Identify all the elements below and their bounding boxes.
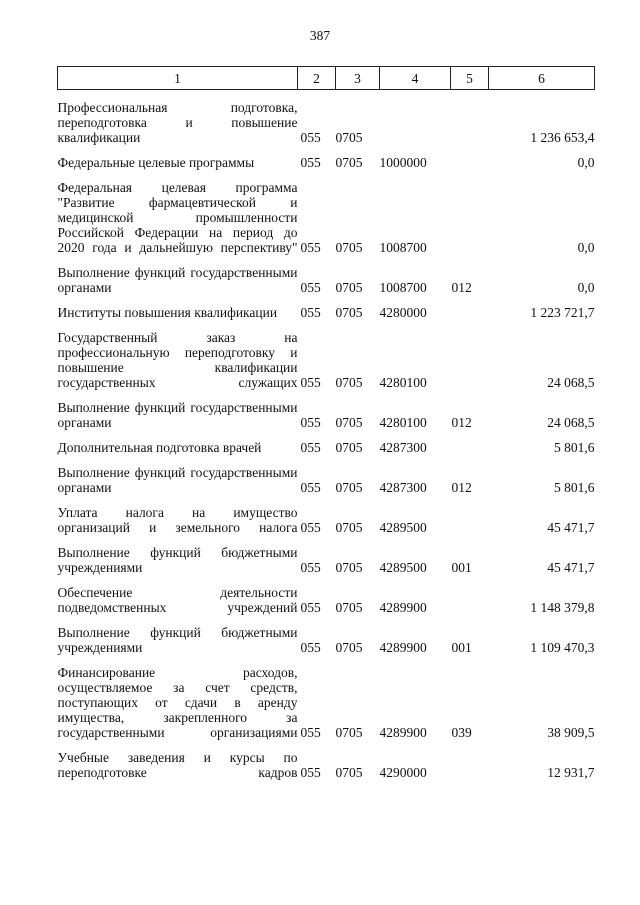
row-name: Федеральная целевая программа "Развитие фармацевтической и медицинской промышленности Российской Федерации на период до 2020 года и дальнейшую перспективу" bbox=[57, 180, 298, 255]
row-name: Выполнение функций государственными органами bbox=[57, 465, 298, 495]
row-section-code: 0705 bbox=[335, 520, 363, 535]
row-section-code: 0705 bbox=[335, 375, 363, 390]
row-kind-code bbox=[451, 750, 489, 780]
row-spacer bbox=[58, 145, 595, 155]
row-spacer-cell bbox=[58, 615, 595, 625]
row-article-code: 1000000 bbox=[379, 155, 427, 170]
row-spacer-cell bbox=[58, 575, 595, 585]
row-name: Выполнение функций бюджетными учреждениями bbox=[57, 625, 298, 655]
row-kind-code bbox=[451, 305, 489, 320]
table-row bbox=[58, 465, 595, 495]
budget-table bbox=[57, 66, 595, 780]
row-name: Институты повышения квалификации bbox=[57, 305, 278, 320]
row-article-code: 1008700 bbox=[379, 240, 427, 255]
row-amount: 0,0 bbox=[577, 155, 595, 170]
row-spacer-cell bbox=[58, 320, 595, 330]
row-spacer bbox=[58, 575, 595, 585]
row-kind-code bbox=[451, 100, 489, 145]
row-ministry-code: 055 bbox=[300, 520, 321, 535]
row-kind-code bbox=[451, 585, 489, 615]
row-section-code: 0705 bbox=[335, 415, 363, 430]
row-amount: 0,0 bbox=[577, 240, 595, 255]
row-spacer-cell bbox=[58, 655, 595, 665]
row-name: Финансирование расходов, осуществляемое за счет средств, поступающих от сдачи в аренду имущества, закрепленного за государственными организациями bbox=[57, 665, 298, 740]
row-ministry-code: 055 bbox=[300, 240, 321, 255]
table-row bbox=[58, 180, 595, 255]
table-row bbox=[58, 100, 595, 145]
row-ministry-code: 055 bbox=[300, 725, 321, 740]
row-name: Дополнительная подготовка врачей bbox=[57, 440, 262, 455]
table-row bbox=[58, 505, 595, 535]
row-article-code: 4287300 bbox=[379, 480, 427, 495]
table-row bbox=[58, 545, 595, 575]
row-section-code: 0705 bbox=[335, 130, 363, 145]
row-spacer-cell bbox=[58, 455, 595, 465]
row-kind-code: 001 bbox=[451, 560, 472, 575]
row-amount: 45 471,7 bbox=[547, 560, 595, 575]
row-ministry-code: 055 bbox=[300, 640, 321, 655]
row-amount: 24 068,5 bbox=[547, 375, 595, 390]
row-spacer-cell bbox=[58, 740, 595, 750]
row-spacer bbox=[58, 320, 595, 330]
row-amount: 38 909,5 bbox=[547, 725, 595, 740]
row-spacer-cell bbox=[58, 495, 595, 505]
row-section-code: 0705 bbox=[335, 725, 363, 740]
row-spacer-cell bbox=[58, 255, 595, 265]
row-name: Уплата налога на имущество организаций и земельного налога bbox=[57, 505, 298, 535]
row-article-code bbox=[380, 100, 451, 145]
row-section-code: 0705 bbox=[335, 640, 363, 655]
header-col-5: 5 bbox=[451, 67, 489, 90]
row-amount: 1 223 721,7 bbox=[530, 305, 595, 320]
row-name: Выполнение функций бюджетными учреждениями bbox=[57, 545, 298, 575]
row-amount: 1 109 470,3 bbox=[530, 640, 595, 655]
row-section-code: 0705 bbox=[335, 560, 363, 575]
row-kind-code: 039 bbox=[451, 725, 472, 740]
row-ministry-code: 055 bbox=[300, 600, 321, 615]
row-article-code: 1008700 bbox=[379, 280, 427, 295]
row-spacer-cell bbox=[58, 295, 595, 305]
row-spacer bbox=[58, 390, 595, 400]
row-spacer bbox=[58, 455, 595, 465]
row-article-code: 4280000 bbox=[379, 305, 427, 320]
row-article-code: 4289500 bbox=[379, 560, 427, 575]
header-col-1: 1 bbox=[58, 67, 298, 90]
row-section-code: 0705 bbox=[335, 600, 363, 615]
row-spacer-cell bbox=[58, 390, 595, 400]
row-kind-code: 012 bbox=[451, 415, 472, 430]
row-spacer bbox=[58, 255, 595, 265]
row-ministry-code: 055 bbox=[300, 560, 321, 575]
table-row bbox=[58, 400, 595, 430]
table-row bbox=[58, 265, 595, 295]
row-spacer bbox=[58, 740, 595, 750]
row-amount: 5 801,6 bbox=[554, 440, 595, 455]
row-section-code: 0705 bbox=[335, 440, 363, 455]
row-amount: 24 068,5 bbox=[547, 415, 595, 430]
row-kind-code bbox=[451, 440, 489, 455]
row-article-code: 4289500 bbox=[379, 520, 427, 535]
table-header-row bbox=[58, 67, 595, 90]
row-spacer bbox=[58, 170, 595, 180]
row-article-code: 4289900 bbox=[379, 600, 427, 615]
row-name: Обеспечение деятельности подведомственных учреждений bbox=[57, 585, 298, 615]
header-col-6: 6 bbox=[489, 67, 595, 90]
row-kind-code: 001 bbox=[451, 640, 472, 655]
table-body bbox=[58, 90, 595, 781]
row-spacer-cell bbox=[58, 535, 595, 545]
row-article-code: 4280100 bbox=[379, 375, 427, 390]
table-row bbox=[58, 625, 595, 655]
row-spacer-cell bbox=[58, 145, 595, 155]
row-section-code: 0705 bbox=[335, 480, 363, 495]
row-spacer bbox=[58, 615, 595, 625]
row-amount: 12 931,7 bbox=[547, 765, 595, 780]
row-section-code: 0705 bbox=[335, 240, 363, 255]
table-row bbox=[58, 155, 595, 170]
row-article-code: 4290000 bbox=[379, 765, 427, 780]
table-row bbox=[58, 305, 595, 320]
row-article-code: 4280100 bbox=[379, 415, 427, 430]
page-number: 387 bbox=[309, 28, 331, 43]
row-ministry-code: 055 bbox=[300, 415, 321, 430]
row-name: Федеральные целевые программы bbox=[57, 155, 255, 170]
table-row bbox=[58, 665, 595, 740]
row-kind-code: 012 bbox=[451, 280, 472, 295]
row-ministry-code: 055 bbox=[300, 440, 321, 455]
table-row bbox=[58, 585, 595, 615]
header-col-4: 4 bbox=[380, 67, 451, 90]
row-amount: 1 236 653,4 bbox=[530, 130, 595, 145]
row-section-code: 0705 bbox=[335, 765, 363, 780]
row-ministry-code: 055 bbox=[300, 130, 321, 145]
row-kind-code bbox=[451, 330, 489, 390]
row-section-code: 0705 bbox=[335, 155, 363, 170]
row-name: Учебные заведения и курсы по переподготовке кадров bbox=[57, 750, 298, 780]
row-spacer bbox=[58, 90, 595, 101]
row-ministry-code: 055 bbox=[300, 305, 321, 320]
row-spacer-cell bbox=[58, 170, 595, 180]
row-article-code: 4289900 bbox=[379, 725, 427, 740]
row-article-code: 4289900 bbox=[379, 640, 427, 655]
table-row bbox=[58, 330, 595, 390]
row-spacer-cell bbox=[58, 430, 595, 440]
row-ministry-code: 055 bbox=[300, 480, 321, 495]
row-kind-code: 012 bbox=[451, 480, 472, 495]
row-name: Профессиональная подготовка, переподготовка и повышение квалификации bbox=[57, 100, 298, 145]
row-section-code: 0705 bbox=[335, 280, 363, 295]
header-col-3: 3 bbox=[336, 67, 380, 90]
header-col-2: 2 bbox=[298, 67, 336, 90]
row-kind-code bbox=[451, 180, 489, 255]
row-amount: 45 471,7 bbox=[547, 520, 595, 535]
row-spacer bbox=[58, 430, 595, 440]
row-kind-code bbox=[451, 155, 489, 170]
row-amount: 5 801,6 bbox=[554, 480, 595, 495]
row-name: Государственный заказ на профессиональную переподготовку и повышение квалификации государственных служащих bbox=[57, 330, 298, 390]
row-amount: 1 148 379,8 bbox=[530, 600, 595, 615]
row-spacer bbox=[58, 295, 595, 305]
row-ministry-code: 055 bbox=[300, 375, 321, 390]
row-spacer-cell bbox=[58, 90, 595, 101]
row-name: Выполнение функций государственными органами bbox=[57, 400, 298, 430]
row-kind-code bbox=[451, 505, 489, 535]
row-spacer bbox=[58, 655, 595, 665]
table-row bbox=[58, 750, 595, 780]
row-ministry-code: 055 bbox=[300, 280, 321, 295]
row-name: Выполнение функций государственными органами bbox=[57, 265, 298, 295]
row-ministry-code: 055 bbox=[300, 155, 321, 170]
row-amount: 0,0 bbox=[577, 280, 595, 295]
row-article-code: 4287300 bbox=[379, 440, 427, 455]
row-spacer bbox=[58, 495, 595, 505]
row-section-code: 0705 bbox=[335, 305, 363, 320]
table-row bbox=[58, 440, 595, 455]
row-ministry-code: 055 bbox=[300, 765, 321, 780]
row-spacer bbox=[58, 535, 595, 545]
